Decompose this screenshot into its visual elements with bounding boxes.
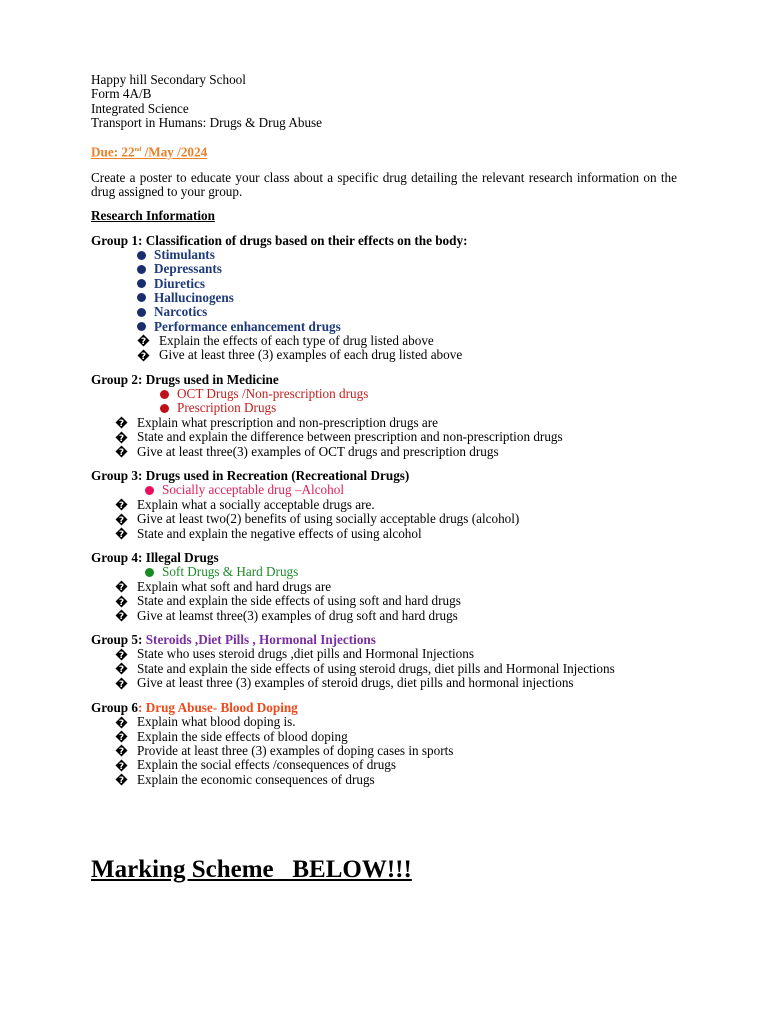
bullet-icon [137,322,146,331]
list-item [91,401,677,415]
list-item [91,565,677,579]
group-3 [91,469,677,541]
task-label: Give at least three (3) examples of each drug listed above [159,347,463,363]
due-suffix: /May /2024 [141,144,208,160]
due-date [91,143,677,160]
task-item [91,773,677,787]
replacement-character-icon [115,580,128,593]
replacement-character-icon [115,431,128,444]
bullet-icon [137,308,146,317]
svg-text:?: ? [118,597,125,608]
list-item-label: Soft Drugs & Hard Drugs [162,564,299,580]
list-item [91,277,677,291]
replacement-character-icon [137,334,150,347]
replacement-character-icon [115,730,128,743]
svg-text:?: ? [118,761,125,772]
task-item [91,744,677,758]
bullet-icon [137,279,146,288]
svg-text:?: ? [140,337,147,348]
task-item [91,758,677,772]
task-item [91,430,677,444]
group-title [91,633,677,647]
bullet-icon [137,265,146,274]
list-item [91,387,677,401]
task-item [91,594,677,608]
svg-text:?: ? [118,501,125,512]
list-item-label: Narcotics [154,304,208,320]
group-title-prefix: Group 5: [91,632,146,648]
replacement-character-icon [115,744,128,757]
task-label: Provide at least three (3) examples of doping cases in sports [137,743,454,759]
bullet-icon [137,293,146,302]
list-item [91,291,677,305]
group-title: Group 2: Drugs used in Medicine [91,371,279,387]
task-item [91,348,677,362]
bullet-icon [145,568,154,577]
document-page [91,73,677,787]
task-label: Explain the social effects /consequences of drugs [137,757,397,773]
group-title-topic: : Drug Abuse- Blood Doping [138,699,298,715]
task-label: State and explain the side effects of using steroid drugs, diet pills and Hormonal Injections [137,660,615,676]
group-title-topic: Steroids ,Diet Pills , Hormonal Injections [145,632,376,648]
replacement-character-icon [115,759,128,772]
replacement-character-icon [137,349,150,362]
list-item-label: Diuretics [154,275,206,291]
list-item [91,305,677,319]
task-label: Give at leamst three(3) examples of drug soft and hard drugs [137,607,458,623]
replacement-character-icon [115,677,128,690]
svg-text:?: ? [118,679,125,690]
due-superscript: nd [134,147,142,154]
task-label: Give at least two(2) benefits of using socially acceptable drugs (alcohol) [137,511,520,527]
task-item [91,580,677,594]
list-item-label: Prescription Drugs [177,400,277,416]
svg-text:?: ? [118,433,125,444]
task-label: Explain what soft and hard drugs are [137,578,332,594]
group-title: Group 3: Drugs used in Recreation (Recreational Drugs) [91,468,410,484]
task-item [91,416,677,430]
list-item-label: Depressants [154,261,222,277]
replacement-character-icon [115,416,128,429]
task-label: Explain what prescription and non-prescription drugs are [137,414,439,430]
svg-text:?: ? [118,612,125,623]
replacement-character-icon [115,498,128,511]
group-title [91,701,677,715]
task-label: State and explain the negative effects of using alcohol [137,525,422,541]
list-item [91,320,677,334]
replacement-character-icon [115,527,128,540]
svg-text:?: ? [118,665,125,676]
group-title: Group 4: Illegal Drugs [91,550,219,566]
svg-text:?: ? [118,583,125,594]
group-1 [91,234,677,363]
task-label: Explain what blood doping is. [137,714,296,730]
svg-text:?: ? [118,733,125,744]
list-item [91,483,677,497]
group-6 [91,701,677,788]
task-label: State who uses steroid drugs ,diet pills and Hormonal Injections [137,646,474,662]
svg-text:?: ? [118,419,125,430]
marking-scheme-heading: Marking Scheme BELOW!!! [91,856,412,883]
replacement-character-icon [115,609,128,622]
subject: Integrated Science [91,100,189,116]
list-item-label: Hallucinogens [154,289,234,305]
svg-text:?: ? [118,448,125,459]
task-item [91,445,677,459]
replacement-character-icon [115,773,128,786]
task-item [91,498,677,512]
task-item [91,527,677,541]
group-2 [91,373,677,459]
task-item [91,662,677,676]
svg-text:?: ? [118,776,125,787]
replacement-character-icon [115,716,128,729]
list-item-label: Stimulants [154,247,215,263]
task-item [91,715,677,729]
group-title: Group 1: Classification of drugs based on their effects on the body: [91,232,468,248]
replacement-character-icon [115,513,128,526]
svg-text:?: ? [118,650,125,661]
replacement-character-icon [115,662,128,675]
task-item [91,730,677,744]
task-label: Give at least three(3) examples of OCT drugs and prescription drugs [137,443,499,459]
task-label: State and explain the side effects of using soft and hard drugs [137,593,461,609]
task-label: Explain what a socially acceptable drugs are. [137,496,375,512]
school-name: Happy hill Secondary School [91,72,246,87]
group-title-prefix: Group 6 [91,699,139,715]
research-heading: Research Information [91,208,215,224]
group-5 [91,633,677,691]
replacement-character-icon [115,595,128,608]
svg-text:?: ? [118,718,125,729]
svg-text:?: ? [118,530,125,541]
replacement-character-icon [115,445,128,458]
form-class: Form 4A/B [91,86,152,102]
list-item [91,262,677,276]
list-item [91,248,677,262]
bullet-icon [145,486,154,495]
list-item-label: Socially acceptable drug –Alcohol [162,482,344,498]
task-label: Explain the side effects of blood doping [137,728,348,744]
bullet-icon [160,390,169,399]
task-label: Give at least three (3) examples of steroid drugs, diet pills and hormonal injections [137,675,574,691]
intro-paragraph: Create a poster to educate your class about a specific drug detailing the relevant research information on the drug assigned to your group. [91,169,677,200]
group-4 [91,551,677,623]
task-label: State and explain the difference between prescription and non-prescription drugs [137,429,563,445]
list-item-label: Performance enhancement drugs [154,318,341,334]
task-label: Explain the effects of each type of drug listed above [159,332,434,348]
task-item [91,512,677,526]
list-item-label: OCT Drugs /Non-prescription drugs [177,386,369,402]
bullet-icon [137,251,146,260]
task-label: Explain the economic consequences of drugs [137,771,375,787]
bullet-icon [160,404,169,413]
svg-text:?: ? [118,515,125,526]
replacement-character-icon [115,648,128,661]
topic: Transport in Humans: Drugs & Drug Abuse [91,114,323,130]
task-item [91,334,677,348]
task-item [91,647,677,661]
due-prefix: Due: 22 [91,144,135,160]
svg-text:?: ? [118,747,125,758]
task-item [91,609,677,623]
svg-text:?: ? [140,351,147,362]
task-item [91,676,677,690]
